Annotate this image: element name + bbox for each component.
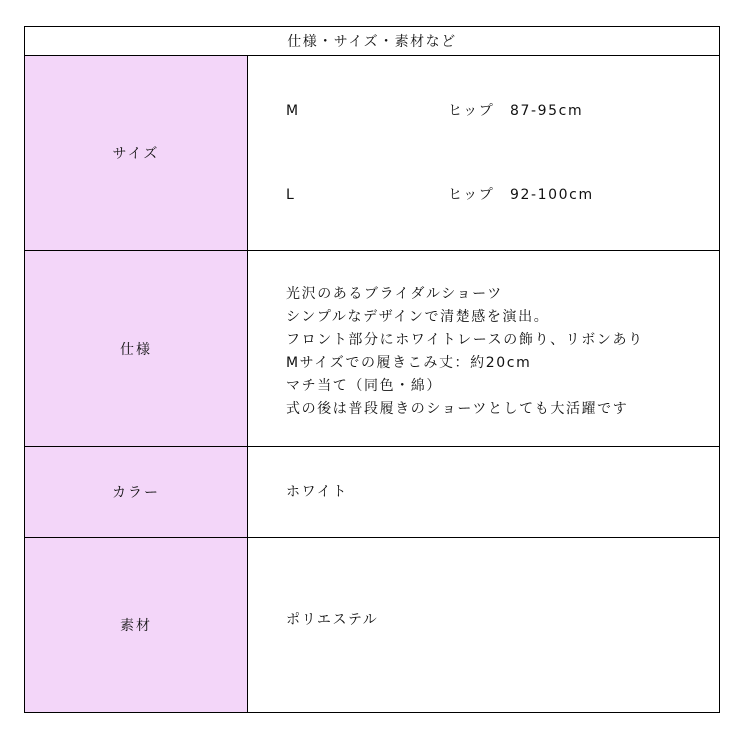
- spec-line: フロント部分にホワイトレースの飾り、リボンあり: [286, 332, 644, 348]
- table-header: 仕様・サイズ・素材など: [25, 27, 719, 56]
- size-label: サイズ: [25, 56, 248, 250]
- spec-line: マチ当て（同色・綿）: [286, 378, 442, 394]
- material-label: 素材: [25, 538, 248, 712]
- size-values: [248, 56, 719, 250]
- spec-table: [24, 26, 720, 713]
- material-value: ポリエステル: [286, 612, 379, 628]
- size-row: [25, 56, 719, 251]
- spec-line: 光沢のあるブライダルショーツ: [286, 286, 503, 302]
- spec-label: 仕様: [25, 251, 248, 446]
- size-m-spec: ヒップ 87-95cm: [448, 103, 584, 119]
- color-row: [25, 447, 719, 538]
- spec-row: [25, 251, 719, 447]
- size-l-spec: ヒップ 92-100cm: [448, 187, 594, 203]
- material-row: [25, 538, 719, 712]
- size-m-name: M: [286, 103, 300, 119]
- spec-line: Mサイズでの履きこみ丈：約20cm: [286, 355, 532, 371]
- spec-line: シンプルなデザインで清楚感を演出。: [286, 309, 550, 325]
- spec-line: 式の後は普段履きのショーツとしても大活躍です: [286, 401, 629, 417]
- color-label: カラー: [25, 447, 248, 537]
- color-values: [248, 447, 719, 537]
- material-values: [248, 538, 719, 712]
- size-l-name: L: [286, 187, 296, 203]
- spec-values: [248, 251, 719, 446]
- color-value: ホワイト: [286, 484, 348, 500]
